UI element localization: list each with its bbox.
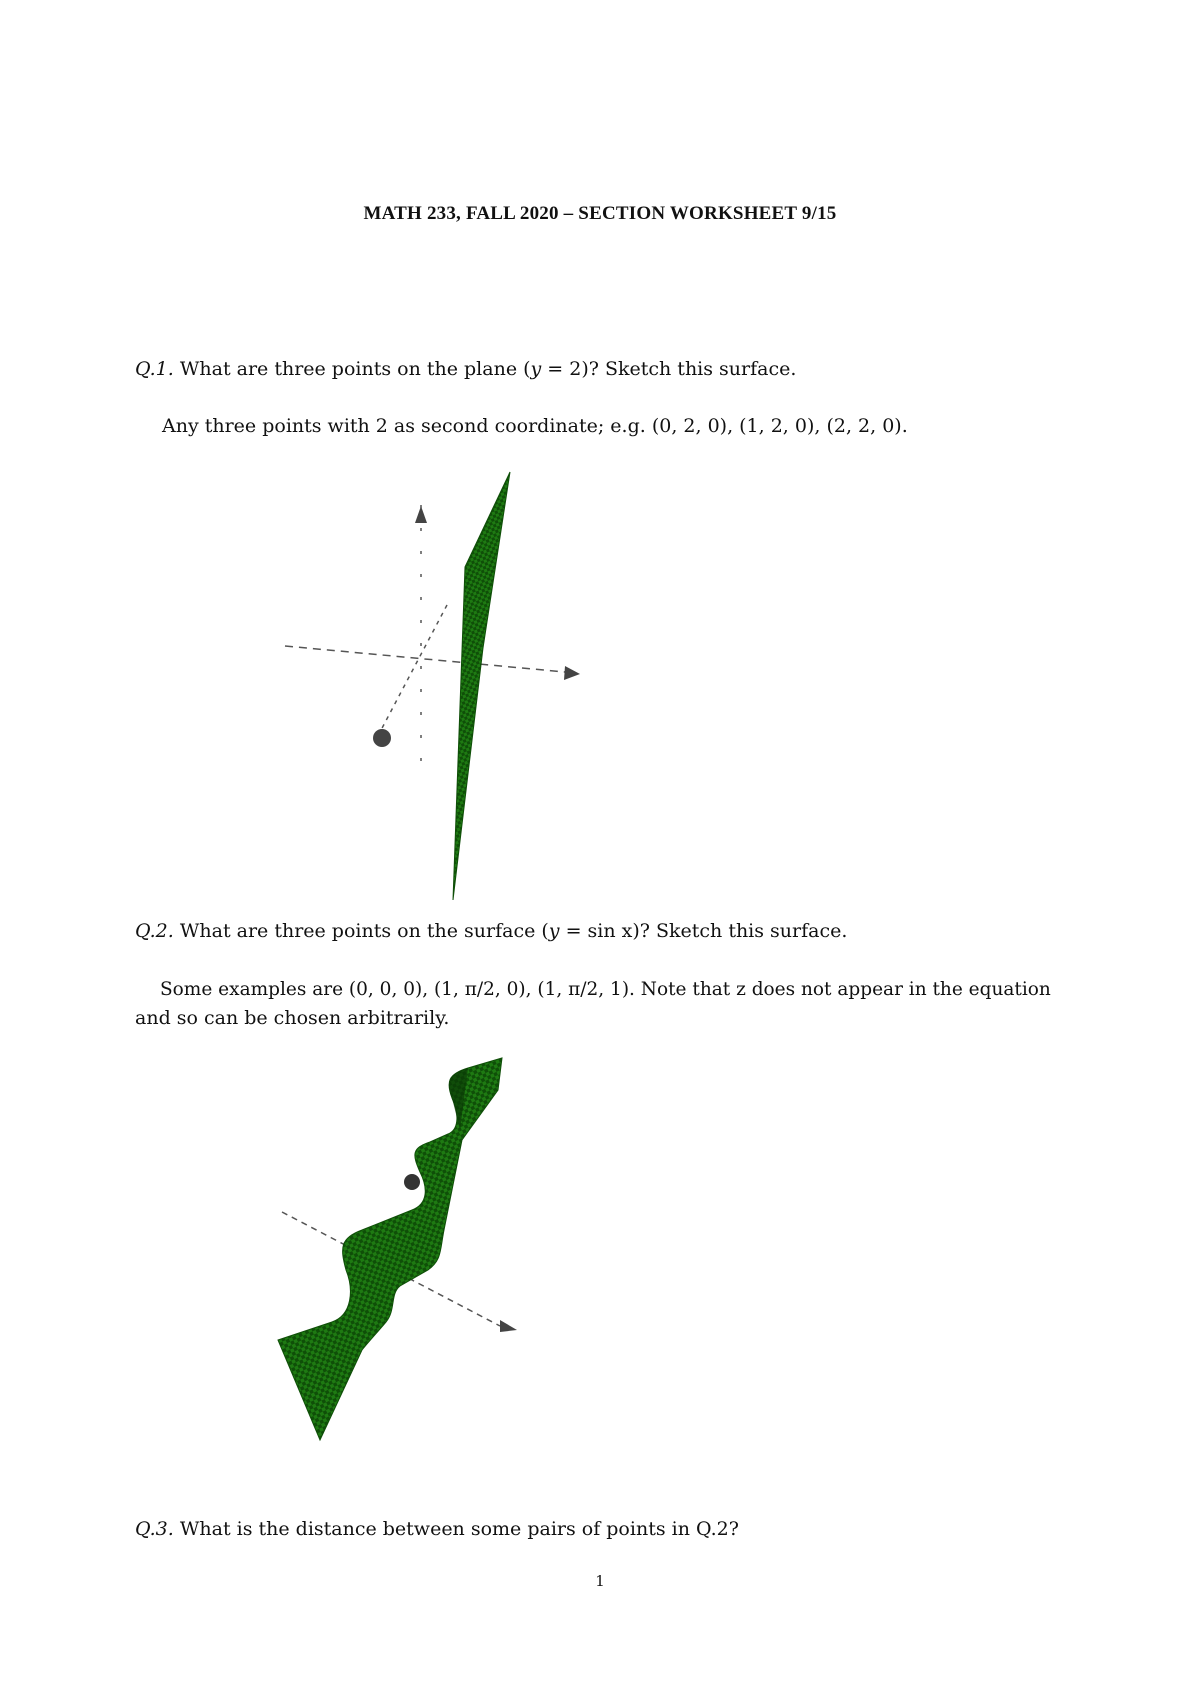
question-1-label: Q.1. bbox=[135, 358, 174, 380]
question-2 bbox=[135, 917, 847, 946]
question-2-prompt-end: = sin x)? Sketch this surface. bbox=[559, 920, 848, 942]
answer-2-line-2: and so can be chosen arbitrarily. bbox=[135, 1007, 450, 1029]
question-1-prompt-start: What are three points on the plane ( bbox=[179, 358, 531, 380]
answer-2-line-1: Some examples are (0, 0, 0), (1, π/2, 0), (1, π/2, 1). Note that z does not appear in the equation bbox=[160, 979, 1051, 1000]
question-3-label: Q.3. bbox=[135, 1518, 174, 1540]
question-2-variable: y bbox=[548, 920, 560, 942]
y-axis-end-icon bbox=[404, 1174, 420, 1190]
question-1-prompt-end: = 2)? Sketch this surface. bbox=[541, 358, 797, 380]
x-axis-arrow-icon bbox=[500, 1320, 517, 1332]
plane-surface bbox=[453, 472, 510, 900]
question-1 bbox=[135, 355, 796, 384]
question-3 bbox=[135, 1515, 739, 1544]
plane-figure bbox=[275, 470, 595, 900]
x-axis bbox=[285, 646, 565, 672]
answer-1: Any three points with 2 as second coordinate; e.g. (0, 2, 0), (1, 2, 0), (2, 2, 0). bbox=[162, 415, 908, 437]
y-axis bbox=[380, 605, 447, 732]
sine-surface bbox=[278, 1058, 502, 1440]
page-number: 1 bbox=[595, 1572, 605, 1590]
question-2-prompt-start: What are three points on the surface ( bbox=[179, 920, 549, 942]
question-3-prompt: What is the distance between some pairs of points in Q.2? bbox=[179, 1518, 739, 1540]
sine-surface-figure bbox=[270, 1050, 570, 1450]
question-1-variable: y bbox=[530, 358, 542, 380]
z-axis-arrow-icon bbox=[415, 506, 427, 523]
worksheet-title: MATH 233, FALL 2020 – SECTION WORKSHEET 9/15 bbox=[363, 203, 837, 224]
y-axis-end-icon bbox=[373, 729, 391, 747]
x-axis-arrow-icon bbox=[564, 666, 580, 680]
question-2-label: Q.2. bbox=[135, 920, 174, 942]
